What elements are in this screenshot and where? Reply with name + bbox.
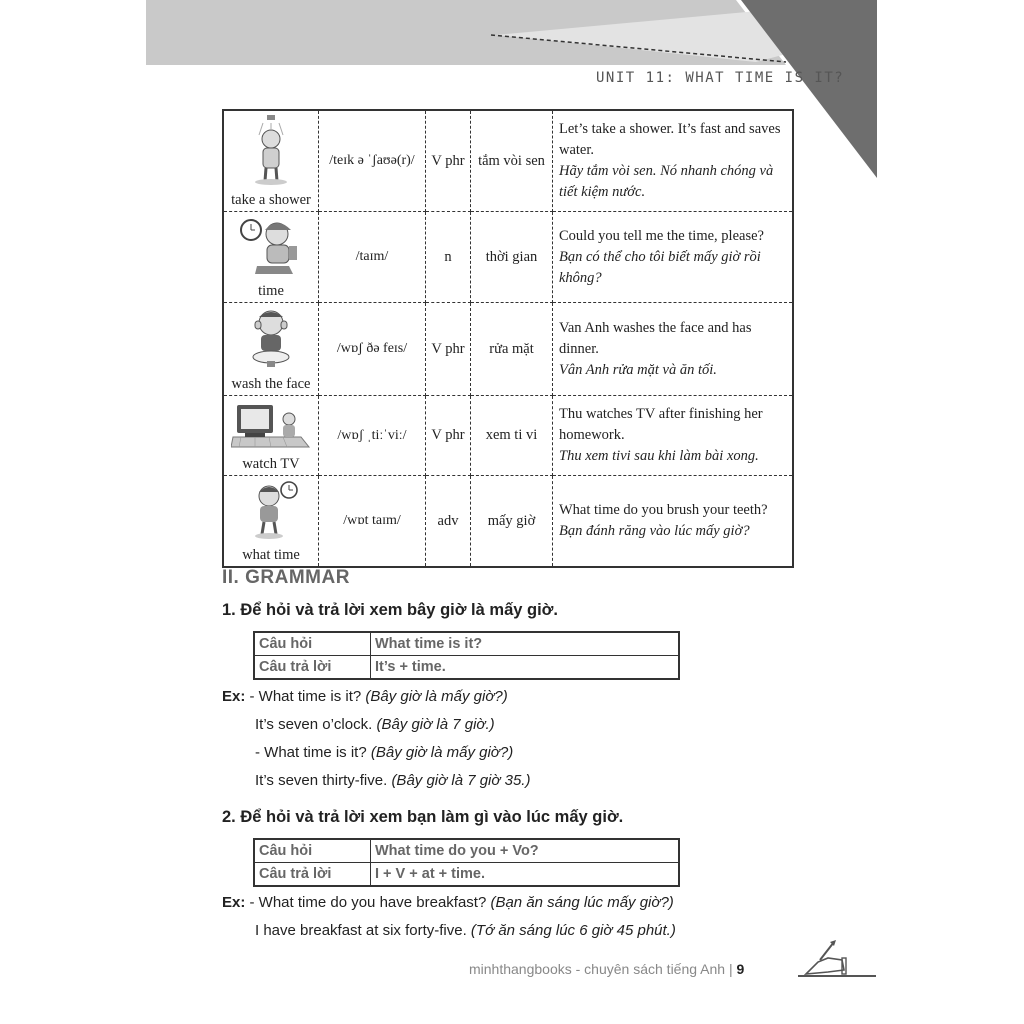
washing-face-icon bbox=[224, 307, 318, 374]
row-label: Câu trả lời bbox=[254, 656, 371, 680]
grammar-table-2 bbox=[253, 838, 680, 887]
vocab-picture-cell bbox=[223, 212, 319, 303]
vocab-row bbox=[223, 303, 793, 396]
grammar-table-1 bbox=[253, 631, 680, 680]
example-line bbox=[255, 716, 495, 733]
vocab-meaning: xem ti vi bbox=[471, 396, 553, 476]
vocab-picture-cell bbox=[223, 396, 319, 476]
grammar-row bbox=[254, 863, 679, 887]
grammar-row bbox=[254, 656, 679, 680]
row-label: Câu trả lời bbox=[254, 863, 371, 887]
vocab-ipa: /taɪm/ bbox=[319, 212, 426, 303]
clock-girl-icon bbox=[224, 216, 318, 281]
example-translation: (Bây giờ là 7 giờ.) bbox=[376, 716, 495, 733]
example-line bbox=[255, 772, 530, 789]
vocab-type: adv bbox=[426, 476, 471, 568]
example-text: - What time is it? bbox=[249, 688, 366, 705]
vocab-word: wash the face bbox=[231, 376, 311, 392]
row-value: What time do you + Vo? bbox=[371, 839, 680, 863]
example-line bbox=[222, 688, 508, 705]
example-vietnamese: Bạn đánh răng vào lúc mấy giờ? bbox=[559, 523, 750, 539]
vocab-row bbox=[223, 396, 793, 476]
example-line bbox=[255, 744, 513, 761]
grammar-row bbox=[254, 632, 679, 656]
row-label: Câu hỏi bbox=[254, 632, 371, 656]
publisher-text: minhthangbooks - chuyên sách tiếng Anh | bbox=[469, 961, 737, 977]
example-text: It’s seven thirty-five. bbox=[255, 772, 392, 789]
vocab-word: take a shower bbox=[231, 192, 311, 208]
page-number: 9 bbox=[736, 961, 745, 977]
vocab-row bbox=[223, 110, 793, 212]
example-vietnamese: Vân Anh rửa mặt và ăn tối. bbox=[559, 361, 717, 378]
example-translation: (Bạn ăn sáng lúc mấy giờ?) bbox=[490, 894, 674, 911]
grammar-row bbox=[254, 839, 679, 863]
row-value: I + V + at + time. bbox=[371, 863, 680, 887]
shower-boy-icon bbox=[224, 115, 318, 190]
example-translation: (Bây giờ là mấy giờ?) bbox=[365, 688, 508, 705]
example-english: Thu watches TV after finishing her homework. bbox=[559, 406, 763, 443]
tv-icon bbox=[224, 401, 318, 454]
vocab-row bbox=[223, 212, 793, 303]
vocab-example bbox=[553, 110, 794, 212]
vocab-ipa: /wɒt taɪm/ bbox=[319, 476, 426, 568]
vocab-word: what time bbox=[242, 547, 300, 563]
vocab-meaning: rửa mặt bbox=[471, 303, 553, 396]
grammar-section-2-title: 2. Để hỏi và trả lời xem bạn làm gì vào lúc mấy giờ. bbox=[222, 808, 624, 826]
example-vietnamese: Hãy tắm vòi sen. Nó nhanh chóng và tiết kiệm nước. bbox=[559, 163, 774, 200]
grammar-section-1-title: 1. Để hỏi và trả lời xem bây giờ là mấy giờ. bbox=[222, 601, 558, 619]
example-english: Could you tell me the time, please? bbox=[559, 227, 764, 244]
vocab-example bbox=[553, 476, 794, 568]
vocab-example bbox=[553, 212, 794, 303]
example-translation: (Bây giờ là mấy giờ?) bbox=[370, 744, 514, 761]
vocab-meaning: tắm vòi sen bbox=[471, 110, 553, 212]
vocabulary-table bbox=[222, 109, 794, 568]
example-vietnamese: Bạn có thể cho tôi biết mấy giờ rồi không? bbox=[559, 248, 761, 286]
vocab-type: V phr bbox=[426, 396, 471, 476]
vocab-type: V phr bbox=[426, 110, 471, 212]
example-english: What time do you brush your teeth? bbox=[559, 502, 768, 518]
boy-clock-icon bbox=[224, 480, 318, 545]
example-vietnamese: Thu xem tivi sau khi làm bài xong. bbox=[559, 448, 759, 464]
example-label: Ex: bbox=[222, 894, 246, 911]
example-text: It’s seven o’clock. bbox=[255, 716, 377, 733]
vocab-ipa: /wɒʃ ðə feɪs/ bbox=[319, 303, 426, 396]
page-footer bbox=[469, 961, 744, 977]
vocab-picture-cell bbox=[223, 303, 319, 396]
example-text: I have breakfast at six forty-five. bbox=[255, 922, 471, 939]
vocab-meaning: mấy giờ bbox=[471, 476, 553, 568]
example-line bbox=[222, 894, 674, 911]
example-english: Van Anh washes the face and has dinner. bbox=[559, 319, 752, 357]
vocab-type: V phr bbox=[426, 303, 471, 396]
example-translation: (Bây giờ là 7 giờ 35.) bbox=[391, 772, 531, 789]
row-value: It’s + time. bbox=[371, 656, 680, 680]
example-translation: (Tớ ăn sáng lúc 6 giờ 45 phút.) bbox=[470, 922, 676, 939]
example-english: Let’s take a shower. It’s fast and saves water. bbox=[559, 121, 781, 158]
vocab-picture-cell bbox=[223, 476, 319, 568]
example-text: - What time do you have breakfast? bbox=[249, 894, 491, 911]
example-line bbox=[255, 922, 676, 939]
row-label: Câu hỏi bbox=[254, 839, 371, 863]
vocab-example bbox=[553, 396, 794, 476]
vocab-ipa: /teɪk ə ˈʃaʊə(r)/ bbox=[319, 110, 426, 212]
example-label: Ex: bbox=[222, 688, 246, 705]
unit-title: UNIT 11: WHAT TIME IS IT? bbox=[596, 70, 845, 86]
vocab-word: watch TV bbox=[242, 455, 300, 472]
row-value: What time is it? bbox=[371, 632, 680, 656]
example-text: - What time is it? bbox=[255, 744, 371, 761]
vocab-picture-cell bbox=[223, 110, 319, 212]
vocab-row bbox=[223, 476, 793, 568]
vocab-ipa: /wɒʃ ˌtiːˈviː/ bbox=[319, 396, 426, 476]
vocab-type: n bbox=[426, 212, 471, 303]
vocab-meaning: thời gian bbox=[471, 212, 553, 303]
vocab-word: time bbox=[258, 283, 284, 299]
vocab-example bbox=[553, 303, 794, 396]
hand-writing-icon bbox=[798, 938, 878, 980]
grammar-heading: II. GRAMMAR bbox=[222, 567, 350, 588]
